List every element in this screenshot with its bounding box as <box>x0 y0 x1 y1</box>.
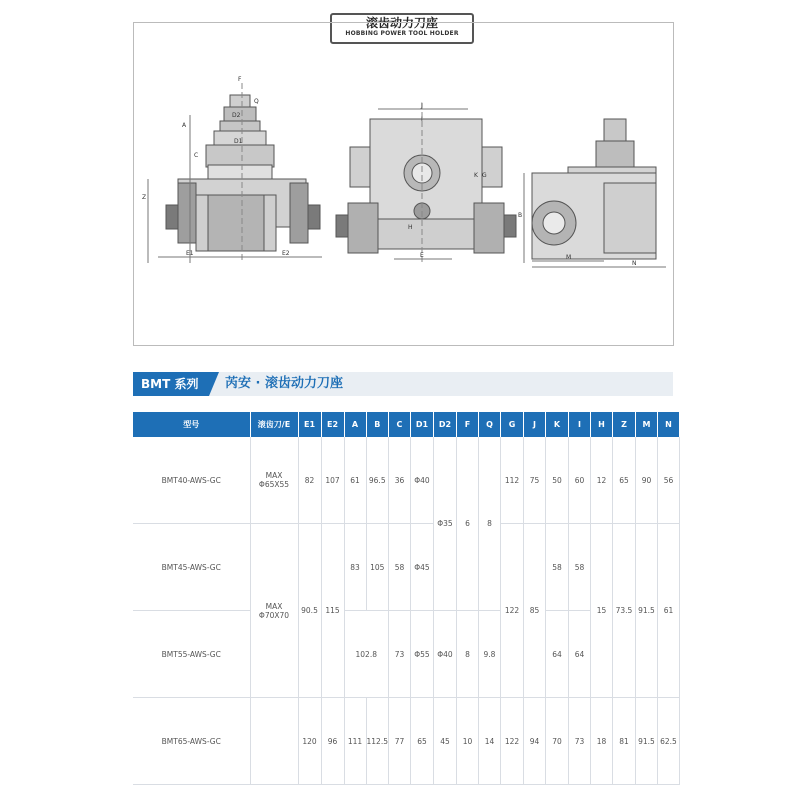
header-E2: E2 <box>321 412 344 437</box>
cell-Q: 9.8 <box>478 611 500 698</box>
label-B: B <box>518 212 523 219</box>
table-row <box>133 524 679 611</box>
cell-E1: 90.5 <box>298 524 321 698</box>
cell-Q: 14 <box>478 698 500 785</box>
cell-E1: 120 <box>298 698 321 785</box>
header-I: I <box>568 412 590 437</box>
label-E1: E1 <box>186 250 194 257</box>
cell-M: 90 <box>635 437 657 524</box>
cell-M: 91.5 <box>635 524 657 698</box>
cell-Z: 65 <box>612 437 635 524</box>
hob-size: Φ65X55 <box>258 480 290 489</box>
hob-cell <box>250 698 298 785</box>
label-C: C <box>194 152 199 159</box>
cell-AB: 102.8 <box>344 611 388 698</box>
label-M: M <box>566 254 572 261</box>
hob-max: MAX <box>265 601 283 611</box>
series-header <box>133 372 673 396</box>
cell-D2: Φ40 <box>433 611 456 698</box>
cell-D2: 45 <box>433 698 456 785</box>
model-cell: BMT40-AWS-GC <box>133 437 250 524</box>
cell-M: 91.5 <box>635 698 657 785</box>
cell-G: 122 <box>500 698 523 785</box>
title-english: HOBBING POWER TOOL HOLDER <box>345 30 459 37</box>
cell-E2: 107 <box>321 437 344 524</box>
model-cell: BMT45-AWS-GC <box>133 524 250 611</box>
hob-max: MAX <box>265 471 283 480</box>
header-H: H <box>590 412 612 437</box>
header-A: A <box>344 412 366 437</box>
series-name: 芮安 · 滚齿动力刀座 <box>225 376 343 391</box>
header-B: B <box>366 412 388 437</box>
cell-F: 8 <box>456 611 478 698</box>
cell-F: 10 <box>456 698 478 785</box>
header-D1: D1 <box>410 412 433 437</box>
cell-Z: 73.5 <box>612 524 635 698</box>
cell-A: 83 <box>344 524 366 611</box>
cell-A: 61 <box>344 437 366 524</box>
cell-K: 64 <box>545 611 568 698</box>
header-E1: E1 <box>298 412 321 437</box>
cell-D2: Φ35 <box>433 437 456 611</box>
cell-N: 56 <box>657 437 679 524</box>
cell-E1: 82 <box>298 437 321 524</box>
hob-cell <box>250 524 298 698</box>
label-E2: E2 <box>282 250 290 257</box>
label-Q: Q <box>254 98 259 105</box>
cell-I: 73 <box>568 698 590 785</box>
series-accent <box>209 372 219 396</box>
cell-D1: Φ55 <box>410 611 433 698</box>
side-view <box>336 103 516 263</box>
cell-I: 64 <box>568 611 590 698</box>
title-chinese: 滚齿动力刀座 <box>365 16 438 30</box>
header-D2: D2 <box>433 412 456 437</box>
label-J: J <box>421 102 423 109</box>
cell-N: 61 <box>657 524 679 698</box>
cell-C: 73 <box>388 611 410 698</box>
cell-H: 15 <box>590 524 612 698</box>
series-code: BMT 系列 <box>133 372 209 396</box>
cell-K: 50 <box>545 437 568 524</box>
table-row <box>133 437 679 524</box>
cell-I: 58 <box>568 524 590 611</box>
header-J: J <box>523 412 545 437</box>
cell-D1: 65 <box>410 698 433 785</box>
label-Z: Z <box>142 194 147 201</box>
hob-cell <box>250 437 298 524</box>
label-K: K <box>474 172 478 179</box>
cell-J: 75 <box>523 437 545 524</box>
cell-E2: 115 <box>321 524 344 698</box>
header-C: C <box>388 412 410 437</box>
header-hob: 滚齿刀/E <box>250 412 298 437</box>
cell-D1: Φ45 <box>410 524 433 611</box>
header-G: G <box>500 412 523 437</box>
label-D2: D2 <box>232 112 241 119</box>
table-header-row <box>133 412 679 437</box>
label-A: A <box>182 122 187 129</box>
header-model: 型号 <box>133 412 250 437</box>
cell-B: 112.5 <box>366 698 388 785</box>
cell-D1: Φ40 <box>410 437 433 524</box>
cell-A: 111 <box>344 698 366 785</box>
header-K: K <box>545 412 568 437</box>
front-view <box>148 83 322 263</box>
cell-Z: 81 <box>612 698 635 785</box>
cell-J: 85 <box>523 524 545 698</box>
drawing-svg <box>134 23 673 345</box>
label-D1: D1 <box>234 138 243 145</box>
model-cell: BMT55-AWS-GC <box>133 611 250 698</box>
cell-C: 58 <box>388 524 410 611</box>
model-cell: BMT65-AWS-GC <box>133 698 250 785</box>
header-Q: Q <box>478 412 500 437</box>
label-N: N <box>632 260 637 267</box>
label-H: H <box>408 224 413 231</box>
hob-size: Φ70X70 <box>258 610 290 620</box>
cell-K: 58 <box>545 524 568 611</box>
label-G: G <box>482 172 487 179</box>
cell-G: 112 <box>500 437 523 524</box>
spec-table <box>133 412 680 785</box>
label-I: I <box>421 116 423 123</box>
technical-drawing <box>133 22 674 346</box>
cell-I: 60 <box>568 437 590 524</box>
cell-H: 18 <box>590 698 612 785</box>
table-row <box>133 698 679 785</box>
header-N: N <box>657 412 679 437</box>
label-F: F <box>238 76 242 83</box>
header-Z: Z <box>612 412 635 437</box>
cell-E2: 96 <box>321 698 344 785</box>
cell-J: 94 <box>523 698 545 785</box>
cell-K: 70 <box>545 698 568 785</box>
cell-Q: 8 <box>478 437 500 611</box>
header-M: M <box>635 412 657 437</box>
cell-N: 62.5 <box>657 698 679 785</box>
cell-B: 105 <box>366 524 388 611</box>
cell-C: 77 <box>388 698 410 785</box>
cell-C: 36 <box>388 437 410 524</box>
label-E: E <box>420 252 424 259</box>
cell-G: 122 <box>500 524 523 698</box>
header-F: F <box>456 412 478 437</box>
top-view <box>524 119 666 267</box>
cell-F: 6 <box>456 437 478 611</box>
cell-B: 96.5 <box>366 437 388 524</box>
cell-H: 12 <box>590 437 612 524</box>
